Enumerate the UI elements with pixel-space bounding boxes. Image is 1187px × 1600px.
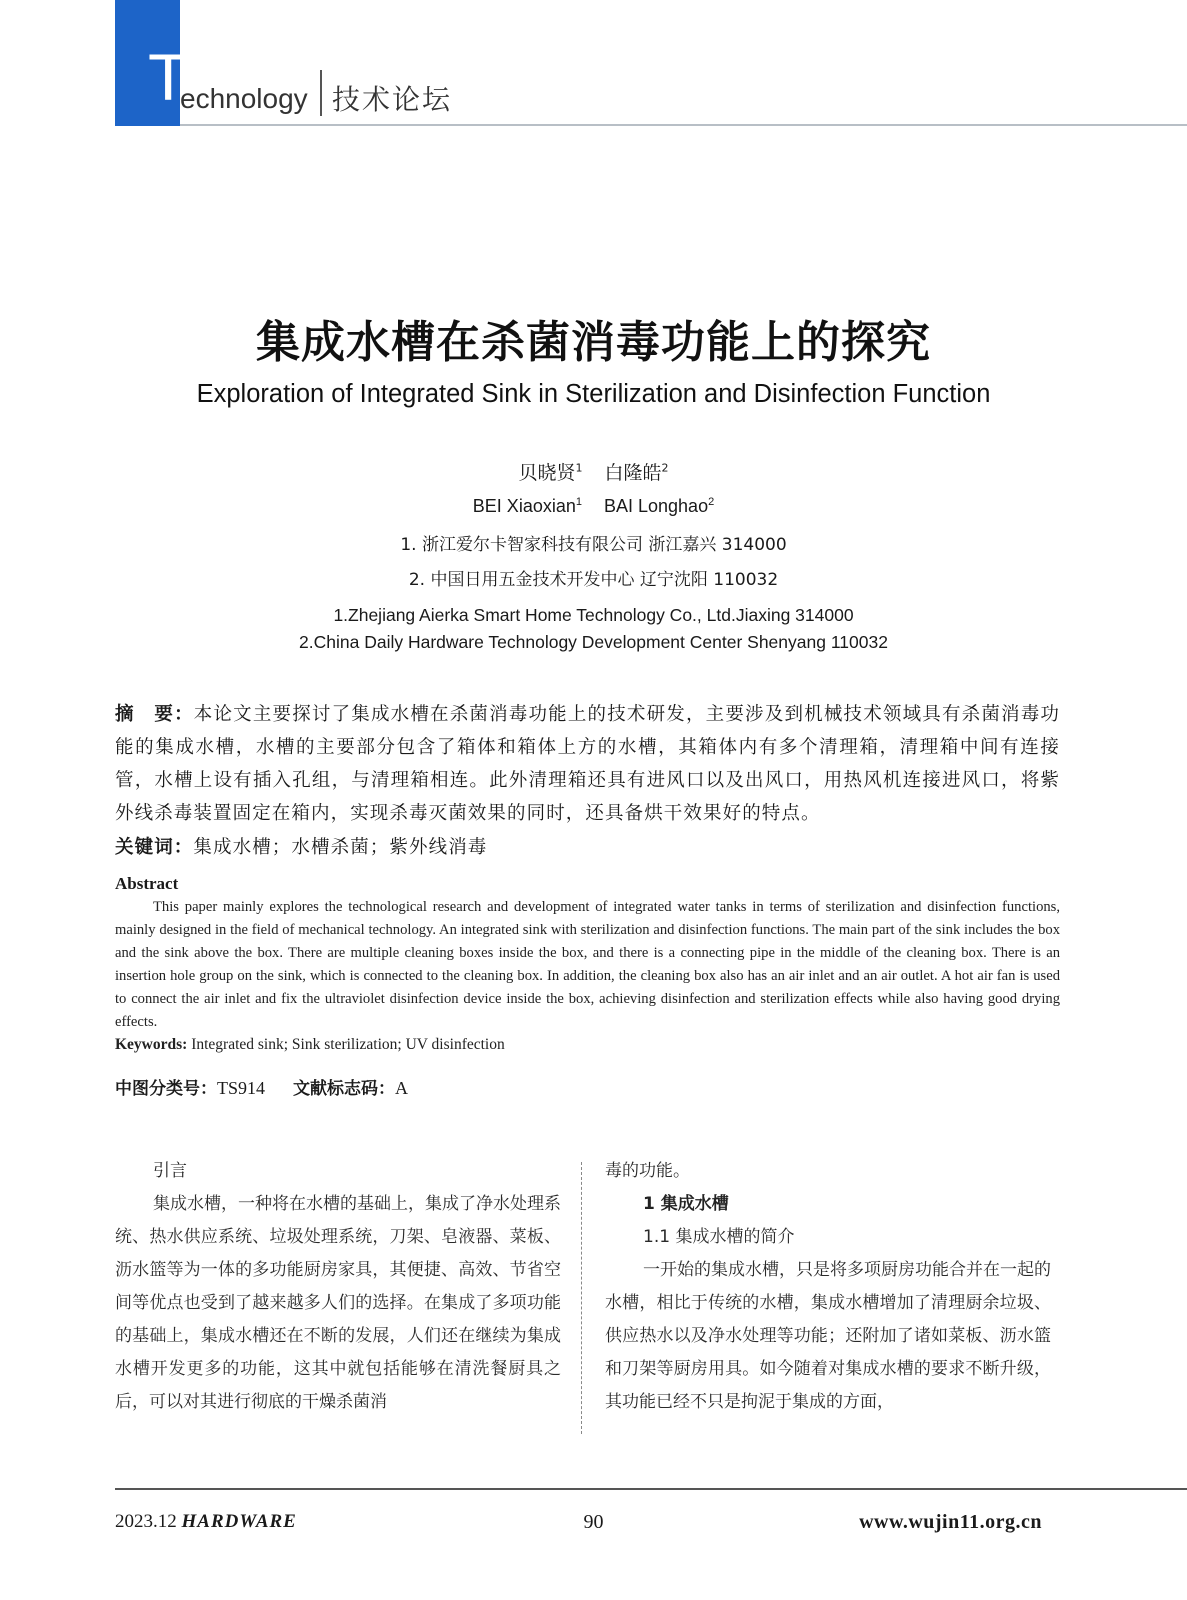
doc-code-value: A bbox=[395, 1078, 409, 1098]
doc-code-label: 文献标志码： bbox=[293, 1079, 396, 1099]
body-left-column bbox=[115, 1155, 561, 1419]
intro-continuation: 毒的功能。 bbox=[605, 1161, 690, 1181]
affiliation-en-1: 1.Zhejiang Aierka Smart Home Technology Co., Ltd.Jiaxing 314000 bbox=[333, 605, 854, 625]
classification-line bbox=[115, 1076, 408, 1101]
author-affiliation-mark: 2 bbox=[708, 496, 715, 508]
page-number: 90 bbox=[583, 1511, 604, 1533]
clc-label: 中图分类号： bbox=[115, 1079, 217, 1099]
footer-rule bbox=[115, 1488, 1187, 1490]
header-initial-letter: T bbox=[148, 40, 189, 114]
header-section-word: echnology bbox=[180, 83, 308, 114]
section-1-1-heading: 1.1 集成水槽的简介 bbox=[643, 1227, 795, 1247]
intro-paragraph: 集成水槽，一种将在水槽的基础上，集成了净水处理系统、热水供应系统、垃圾处理系统，刀架、皂液器、菜板、沥水篮等为一体的多功能厨房家具，其便捷、高效、节省空间等优点也受到了越来越多人们的选择。在集成了多项功能的基础上，集成水槽还在不断的发展，人们还在继续为集成水槽开发更多的功能，这其中就包括能够在清洗餐厨具之后，可以对其进行彻底的干燥杀菌消 bbox=[115, 1194, 561, 1412]
abstract-english-heading: Abstract bbox=[115, 874, 179, 893]
footer-magazine: HARDWARE bbox=[181, 1511, 297, 1532]
header-column-name: 技术论坛 bbox=[332, 84, 453, 115]
author-name: 白隆皓 bbox=[604, 462, 662, 484]
header-separator bbox=[320, 70, 322, 116]
section-1-1-paragraph: 一开始的集成水槽，只是将多项厨房功能合并在一起的水槽，相比于传统的水槽，集成水槽增加了清理厨余垃圾、供应热水以及净水处理等功能；还附加了诸如菜板、沥水篮和刀架等厨房用具。如今随着对集成水槽的要求不断升级，其功能已经不只是拘泥于集成的方面， bbox=[605, 1260, 1051, 1412]
keywords-text: 集成水槽；水槽杀菌；紫外线消毒 bbox=[193, 837, 488, 858]
keywords-english-text: Integrated sink; Sink sterilization; UV disinfection bbox=[191, 1036, 505, 1053]
affiliation-en-2: 2.China Daily Hardware Technology Development Center Shenyang 110032 bbox=[299, 632, 888, 652]
title-english: Exploration of Integrated Sink in Sterilization and Disinfection Function bbox=[196, 380, 991, 408]
title-chinese: 集成水槽在杀菌消毒功能上的探究 bbox=[256, 317, 931, 368]
clc-value: TS914 bbox=[217, 1078, 266, 1098]
authors-chinese bbox=[0, 460, 1187, 486]
affiliation-cn-1: 1. 浙江爱尔卡智家科技有限公司 浙江嘉兴 314000 bbox=[400, 535, 787, 555]
author-name: 贝晓贤 bbox=[518, 462, 576, 484]
authors-english bbox=[0, 494, 1187, 518]
column-divider bbox=[581, 1162, 582, 1434]
author-affiliation-mark: 1 bbox=[575, 461, 583, 475]
abstract-label: 摘 要： bbox=[115, 704, 194, 725]
keywords-english bbox=[115, 1034, 1060, 1056]
footer-website: www.wujin11.org.cn bbox=[859, 1511, 1042, 1533]
author-name: BEI Xiaoxian bbox=[472, 496, 576, 516]
footer-date: 2023.12 bbox=[115, 1511, 177, 1532]
author-affiliation-mark: 1 bbox=[575, 496, 582, 508]
intro-heading: 引言 bbox=[153, 1161, 187, 1181]
abstract-english-text: This paper mainly explores the technological research and development of integrated water tanks in terms of sterilization and disinfection functions, mainly designed in the field of mechanical technology. An integrated sink with sterilization and disinfection functions. The main part of the sink includes the box and the sink above the box. There are multiple cleaning boxes inside the box, and there is a connecting pipe in the middle of the cleaning box. There is an insertion hole group on the sink, which is connected to the cleaning box. In addition, the cleaning box also has an air inlet and an air outlet. A hot air fan is used to connect the air inlet and fix the ultraviolet disinfection device inside the box, achieving disinfection and sterilization effects while also having good drying effects. bbox=[115, 899, 1060, 1030]
keywords-english-label: Keywords: bbox=[115, 1036, 188, 1053]
abstract-english bbox=[115, 896, 1060, 1034]
abstract-chinese bbox=[115, 698, 1060, 830]
section-1-heading: 1 集成水槽 bbox=[643, 1194, 729, 1214]
body-right-column bbox=[605, 1155, 1051, 1419]
keywords-chinese bbox=[115, 831, 1060, 864]
author-affiliation-mark: 2 bbox=[661, 461, 669, 475]
keywords-label: 关键词： bbox=[115, 837, 194, 858]
header-rule bbox=[180, 124, 1187, 126]
affiliation-cn-2: 2. 中国日用五金技术开发中心 辽宁沈阳 110032 bbox=[408, 570, 779, 590]
abstract-text: 本论文主要探讨了集成水槽在杀菌消毒功能上的技术研发，主要涉及到机械技术领域具有杀菌消毒功能的集成水槽，水槽的主要部分包含了箱体和箱体上方的水槽，其箱体内有多个清理箱，清理箱中间有连接管，水槽上设有插入孔组，与清理箱相连。此外清理箱还具有进风口以及出风口，用热风机连接进风口，将紫外线杀毒装置固定在箱内，实现杀毒灭菌效果的同时，还具备烘干效果好的特点。 bbox=[115, 704, 1061, 824]
author-name: BAI Longhao bbox=[603, 496, 709, 516]
